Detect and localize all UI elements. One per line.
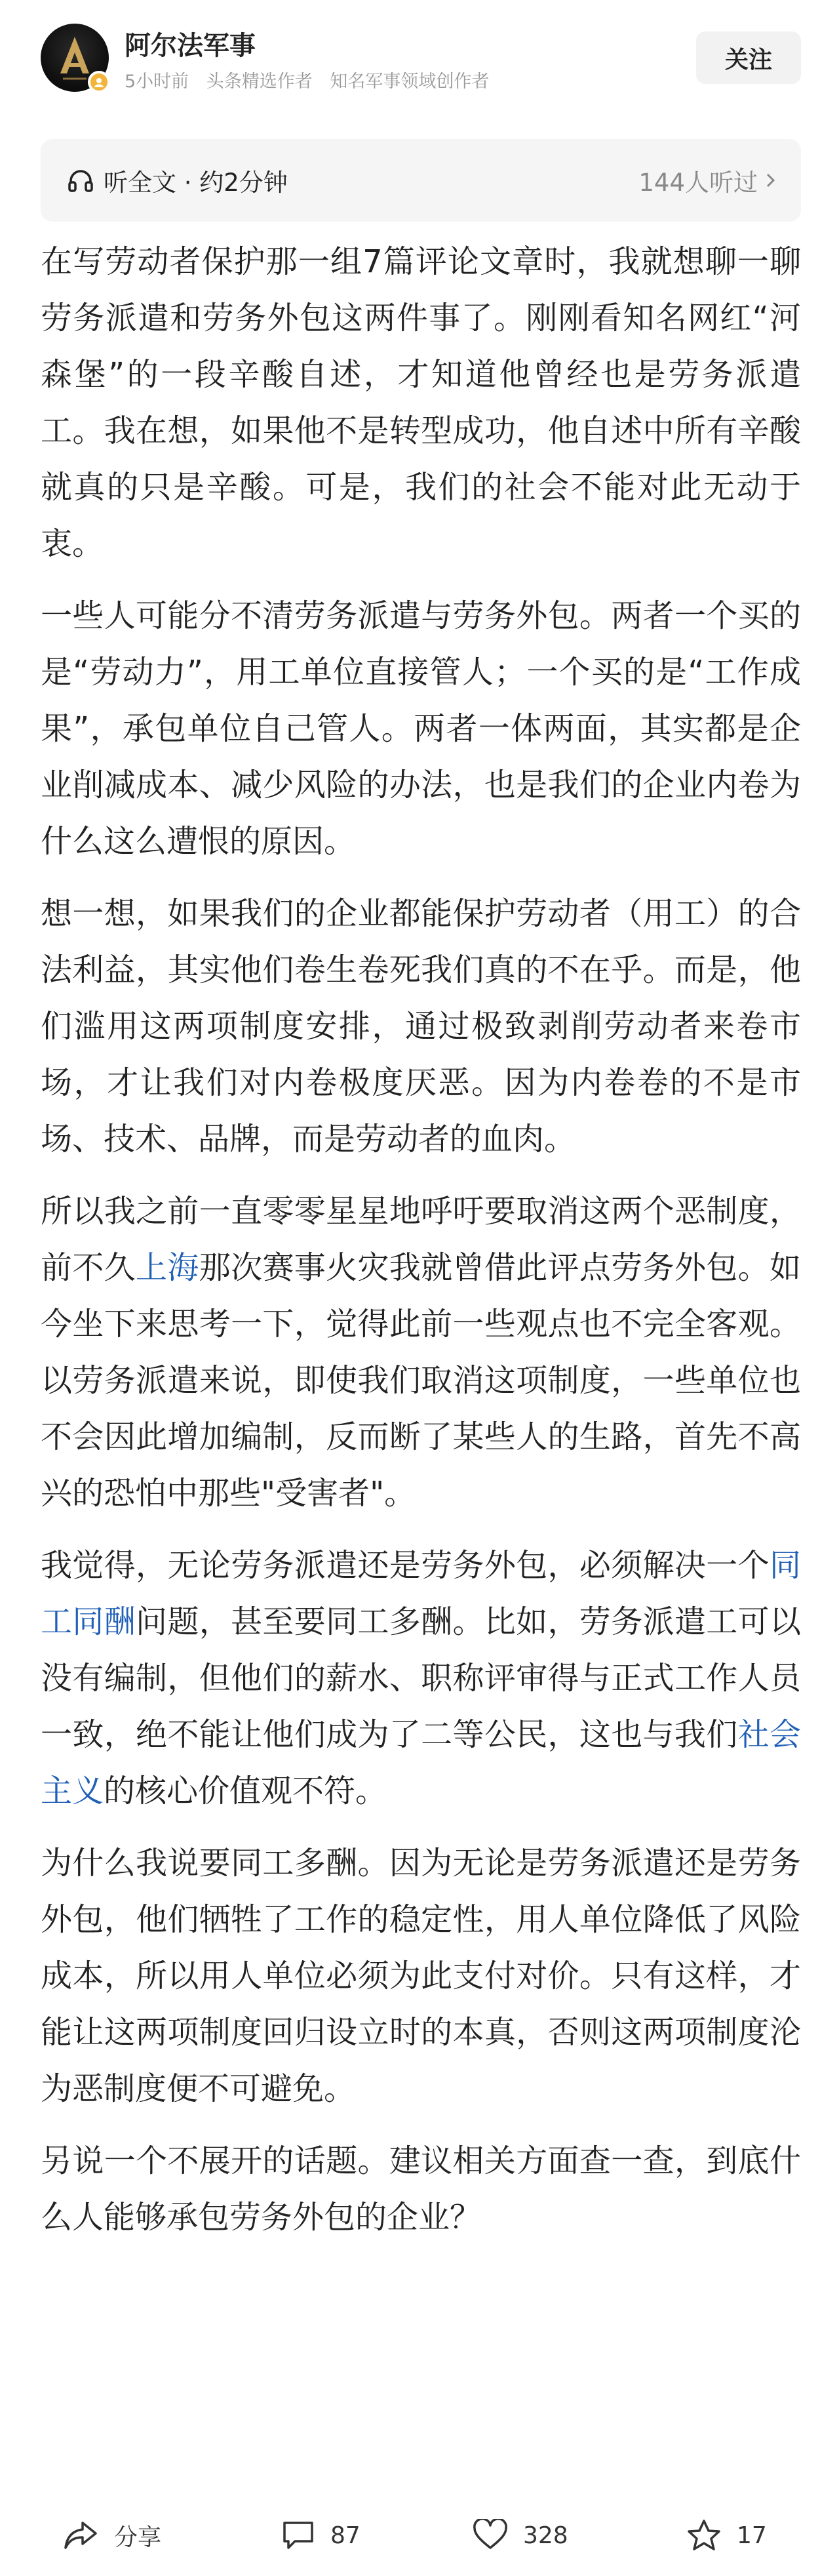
favorite-count: 17	[737, 2522, 767, 2549]
favorite-button[interactable]	[686, 2514, 767, 2556]
author-meta	[125, 67, 501, 92]
author-header	[41, 18, 801, 104]
listen-label: 听全文 · 约2分钟	[104, 169, 288, 197]
comment-button[interactable]	[281, 2514, 361, 2556]
share-button[interactable]	[63, 2514, 161, 2556]
listen-count: 144人听过	[638, 169, 758, 197]
comment-count: 87	[330, 2522, 361, 2549]
paragraph-4-text-a: 所以我之前一直零零星星地呼吁要取消这两个恶制度，前不久	[41, 1193, 801, 1286]
article-paragraph-6: 为什么我说要同工多酬。因为无论是劳务派遣还是劳务外包，他们牺牲了工作的稳定性，用人单位降低了风险成本，所以用人单位必须为此支付对价。只有这样，才能让这两项制度回归设立时的本真，否则这两项制度沦为恶制度便不可避免。	[41, 1845, 801, 2107]
paragraph-5-text-b: 问题，甚至要同工多酬。比如，劳务派遣工可以没有编制，但他们的薪水、职称评审得与正式工作人员一致，绝不能让他们成为了二等公民，这也与我们	[41, 1603, 801, 1753]
share-label: 分享	[114, 2524, 162, 2551]
listen-count-group	[638, 139, 779, 222]
listen-label-group	[67, 139, 288, 222]
author-tag-featured: 头条精选作者	[206, 71, 313, 92]
link-socialism[interactable]: 社会主义	[41, 1716, 801, 1809]
author-avatar[interactable]	[41, 24, 109, 92]
article-paragraph-5	[41, 1537, 801, 1819]
link-shanghai[interactable]: 上海	[136, 1249, 199, 1286]
article-paragraph-2: 一些人可能分不清劳务派遣与劳务外包。两者一个买的是“劳动力”，用工单位直接管人；一个买的是“工作成果”，承包单位自己管人。两者一体两面，其实都是企业削减成本、减少风险的办法，也是我们的企业内卷为什么这么遭恨的原因。	[41, 597, 801, 860]
article-paragraph-4	[41, 1183, 801, 1521]
verified-badge-icon	[88, 71, 110, 93]
paragraph-4-text-b: 那次赛事火灾我就曾借此评点劳务外包。如今坐下来思考一下，觉得此前一些观点也不完全客观。以劳务派遣来说，即使我们取消这项制度，一些单位也不会因此增加编制，反而断了某些人的生路，首先不高兴的恐怕中那些"受害者"。	[41, 1249, 801, 1512]
star-icon	[686, 2518, 722, 2552]
paragraph-5-text-a: 我觉得，无论劳务派遣还是劳务外包，必须解决一个	[41, 1547, 770, 1584]
link-equal-pay[interactable]: 同工同酬	[41, 1547, 801, 1640]
listen-full-text-bar[interactable]	[41, 139, 801, 222]
heart-icon	[472, 2519, 509, 2552]
article-paragraph-3: 想一想，如果我们的企业都能保护劳动者（用工）的合法利益，其实他们卷生卷死我们真的不在乎。而是，他们滥用这两项制度安排，通过极致剥削劳动者来卷市场，才让我们对内卷极度厌恶。因为内卷卷的不是市场、技术、品牌，而是劳动者的血肉。	[41, 895, 801, 1157]
chevron-right-icon	[763, 171, 779, 190]
follow-button[interactable]: 关注	[696, 31, 801, 84]
paragraph-5-text-c: 的核心价值观不符。	[104, 1773, 387, 1809]
comment-icon	[281, 2519, 316, 2552]
bottom-action-bar	[0, 2499, 839, 2571]
author-name[interactable]: 阿尔法军事	[125, 31, 256, 61]
article-paragraph-1: 在写劳动者保护那一组7篇评论文章时，我就想聊一聊劳务派遣和劳务外包这两件事了。刚刚看知名网红“河森堡”的一段辛酸自述，才知道他曾经也是劳务派遣工。我在想，如果他不是转型成功，他自述中所有辛酸就真的只是辛酸。可是，我们的社会不能对此无动于衷。	[41, 243, 801, 562]
article-paragraph-7: 另说一个不展开的话题。建议相关方面查一查，到底什么人能够承包劳务外包的企业？	[41, 2143, 801, 2236]
share-icon	[63, 2519, 100, 2552]
post-time: 5小时前	[125, 71, 189, 92]
like-count: 328	[523, 2522, 568, 2549]
author-tag-field: 知名军事领域创作者	[330, 71, 490, 92]
like-button[interactable]	[472, 2514, 568, 2556]
headphones-icon	[67, 167, 94, 194]
article-body	[41, 233, 801, 2261]
